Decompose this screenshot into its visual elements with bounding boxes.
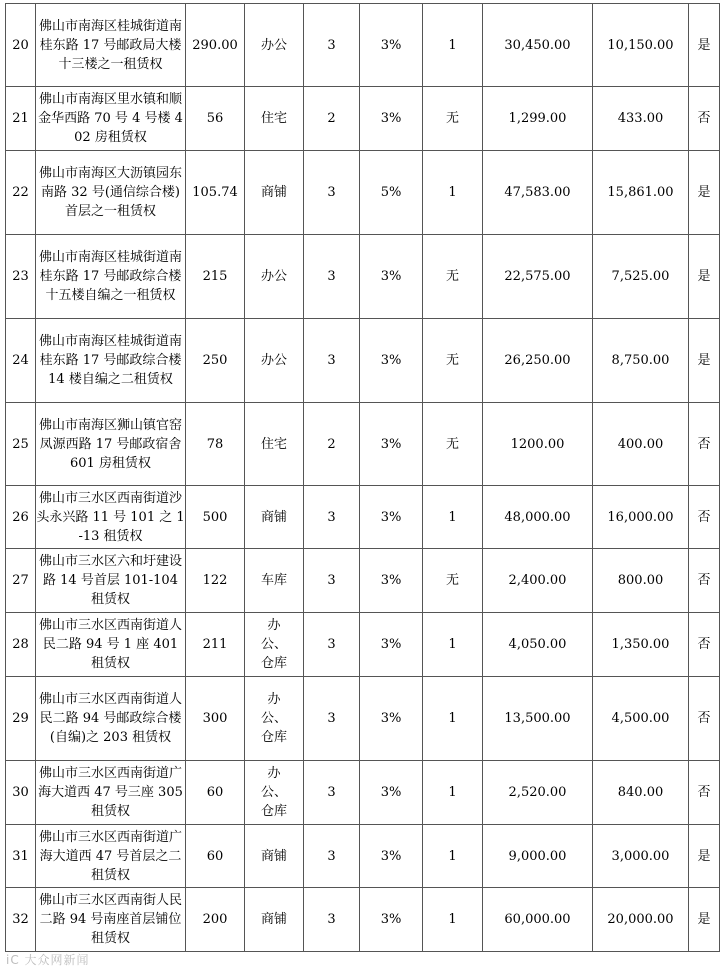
cell-index: 30 — [6, 761, 36, 825]
cell-rate: 3% — [360, 4, 423, 87]
cell-term: 3 — [304, 761, 360, 825]
watermark: iC 大众网新闻 — [6, 953, 90, 967]
cell-count: 无 — [423, 235, 483, 319]
table-row — [6, 677, 720, 761]
cell-area: 290.00 — [186, 4, 245, 87]
cell-address: 佛山市三水区西南街道人民二路 94 号 1 座 401 租赁权 — [36, 613, 186, 677]
cell-term: 3 — [304, 151, 360, 235]
cell-annual-rent: 1200.00 — [483, 403, 593, 486]
cell-annual-rent: 1,299.00 — [483, 87, 593, 151]
cell-flag: 否 — [689, 403, 720, 486]
cell-term: 3 — [304, 825, 360, 888]
cell-rate: 3% — [360, 613, 423, 677]
cell-annual-rent: 30,450.00 — [483, 4, 593, 87]
cell-flag: 是 — [689, 151, 720, 235]
cell-usage: 商铺 — [245, 825, 304, 888]
cell-annual-rent: 13,500.00 — [483, 677, 593, 761]
cell-rate: 3% — [360, 87, 423, 151]
cell-rate: 3% — [360, 888, 423, 952]
cell-rate: 5% — [360, 151, 423, 235]
cell-value: 3,000.00 — [593, 825, 689, 888]
cell-rate: 3% — [360, 825, 423, 888]
cell-index: 28 — [6, 613, 36, 677]
cell-rate: 3% — [360, 486, 423, 549]
cell-count: 无 — [423, 87, 483, 151]
cell-value: 400.00 — [593, 403, 689, 486]
table-row — [6, 549, 720, 613]
table-row — [6, 888, 720, 952]
cell-count: 1 — [423, 4, 483, 87]
cell-index: 29 — [6, 677, 36, 761]
cell-rate: 3% — [360, 549, 423, 613]
table-row — [6, 87, 720, 151]
cell-term: 3 — [304, 486, 360, 549]
cell-rate: 3% — [360, 677, 423, 761]
cell-annual-rent: 47,583.00 — [483, 151, 593, 235]
table-row — [6, 403, 720, 486]
cell-count: 1 — [423, 486, 483, 549]
cell-index: 24 — [6, 319, 36, 403]
lease-rights-table — [5, 3, 720, 952]
cell-area: 500 — [186, 486, 245, 549]
cell-area: 60 — [186, 761, 245, 825]
cell-usage: 住宅 — [245, 87, 304, 151]
table-row — [6, 761, 720, 825]
cell-term: 3 — [304, 888, 360, 952]
cell-term: 3 — [304, 613, 360, 677]
cell-address: 佛山市三水区西南街人民二路 94 号南座首层铺位租赁权 — [36, 888, 186, 952]
cell-count: 1 — [423, 677, 483, 761]
cell-value: 4,500.00 — [593, 677, 689, 761]
cell-term: 2 — [304, 403, 360, 486]
cell-value: 7,525.00 — [593, 235, 689, 319]
cell-index: 25 — [6, 403, 36, 486]
cell-count: 1 — [423, 761, 483, 825]
cell-address: 佛山市三水区西南街道广海大道西 47 号三座 305 租赁权 — [36, 761, 186, 825]
cell-area: 122 — [186, 549, 245, 613]
cell-annual-rent: 4,050.00 — [483, 613, 593, 677]
cell-term: 3 — [304, 235, 360, 319]
cell-index: 27 — [6, 549, 36, 613]
cell-usage: 商铺 — [245, 151, 304, 235]
cell-flag: 否 — [689, 549, 720, 613]
cell-flag: 是 — [689, 235, 720, 319]
cell-value: 16,000.00 — [593, 486, 689, 549]
cell-address: 佛山市三水区西南街道沙头永兴路 11 号 101 之 1-13 租赁权 — [36, 486, 186, 549]
cell-annual-rent: 48,000.00 — [483, 486, 593, 549]
cell-value: 840.00 — [593, 761, 689, 825]
cell-usage: 商铺 — [245, 888, 304, 952]
cell-area: 60 — [186, 825, 245, 888]
table-row — [6, 235, 720, 319]
cell-address: 佛山市南海区狮山镇官窑凤源西路 17 号邮政宿舍 601 房租赁权 — [36, 403, 186, 486]
cell-annual-rent: 2,520.00 — [483, 761, 593, 825]
cell-value: 800.00 — [593, 549, 689, 613]
cell-annual-rent: 22,575.00 — [483, 235, 593, 319]
cell-value: 10,150.00 — [593, 4, 689, 87]
cell-area: 56 — [186, 87, 245, 151]
cell-count: 无 — [423, 403, 483, 486]
cell-address: 佛山市南海区桂城街道南桂东路 17 号邮政综合楼十五楼自编之一租赁权 — [36, 235, 186, 319]
cell-value: 433.00 — [593, 87, 689, 151]
cell-address: 佛山市南海区里水镇和顺金华西路 70 号 4 号楼 402 房租赁权 — [36, 87, 186, 151]
cell-value: 20,000.00 — [593, 888, 689, 952]
cell-flag: 是 — [689, 888, 720, 952]
cell-count: 无 — [423, 319, 483, 403]
cell-term: 3 — [304, 319, 360, 403]
cell-area: 300 — [186, 677, 245, 761]
cell-flag: 否 — [689, 613, 720, 677]
cell-count: 1 — [423, 613, 483, 677]
cell-area: 200 — [186, 888, 245, 952]
cell-count: 1 — [423, 888, 483, 952]
cell-term: 3 — [304, 4, 360, 87]
cell-address: 佛山市南海区桂城街道南桂东路 17 号邮政局大楼十三楼之一租赁权 — [36, 4, 186, 87]
cell-flag: 否 — [689, 486, 720, 549]
cell-term: 3 — [304, 549, 360, 613]
cell-usage: 住宅 — [245, 403, 304, 486]
cell-count: 无 — [423, 549, 483, 613]
cell-rate: 3% — [360, 761, 423, 825]
cell-usage: 办公、仓库 — [245, 677, 304, 761]
cell-address: 佛山市南海区桂城街道南桂东路 17 号邮政综合楼 14 楼自编之二租赁权 — [36, 319, 186, 403]
cell-annual-rent: 26,250.00 — [483, 319, 593, 403]
table-row — [6, 151, 720, 235]
cell-area: 250 — [186, 319, 245, 403]
cell-term: 2 — [304, 87, 360, 151]
cell-annual-rent: 2,400.00 — [483, 549, 593, 613]
cell-usage: 办公 — [245, 235, 304, 319]
cell-address: 佛山市三水区西南街道人民二路 94 号邮政综合楼(自编)之 203 租赁权 — [36, 677, 186, 761]
cell-value: 1,350.00 — [593, 613, 689, 677]
cell-index: 21 — [6, 87, 36, 151]
cell-usage: 办公、仓库 — [245, 613, 304, 677]
cell-area: 105.74 — [186, 151, 245, 235]
cell-flag: 否 — [689, 677, 720, 761]
cell-rate: 3% — [360, 319, 423, 403]
cell-address: 佛山市三水区西南街道广海大道西 47 号首层之二租赁权 — [36, 825, 186, 888]
cell-flag: 否 — [689, 87, 720, 151]
cell-area: 211 — [186, 613, 245, 677]
cell-flag: 是 — [689, 825, 720, 888]
cell-value: 8,750.00 — [593, 319, 689, 403]
cell-flag: 否 — [689, 761, 720, 825]
cell-rate: 3% — [360, 403, 423, 486]
cell-value: 15,861.00 — [593, 151, 689, 235]
cell-index: 20 — [6, 4, 36, 87]
cell-area: 215 — [186, 235, 245, 319]
cell-usage: 办公 — [245, 319, 304, 403]
cell-flag: 是 — [689, 319, 720, 403]
table-row — [6, 4, 720, 87]
cell-annual-rent: 60,000.00 — [483, 888, 593, 952]
cell-usage: 车库 — [245, 549, 304, 613]
cell-usage: 办公、仓库 — [245, 761, 304, 825]
table-row — [6, 825, 720, 888]
cell-count: 1 — [423, 825, 483, 888]
cell-address: 佛山市南海区大沥镇园东南路 32 号(通信综合楼)首层之一租赁权 — [36, 151, 186, 235]
cell-index: 26 — [6, 486, 36, 549]
table-row — [6, 486, 720, 549]
cell-index: 32 — [6, 888, 36, 952]
table-row — [6, 319, 720, 403]
table-row — [6, 613, 720, 677]
cell-index: 22 — [6, 151, 36, 235]
cell-rate: 3% — [360, 235, 423, 319]
cell-annual-rent: 9,000.00 — [483, 825, 593, 888]
cell-usage: 办公 — [245, 4, 304, 87]
cell-flag: 是 — [689, 4, 720, 87]
cell-index: 23 — [6, 235, 36, 319]
cell-term: 3 — [304, 677, 360, 761]
cell-address: 佛山市三水区六和圩建设路 14 号首层 101-104 租赁权 — [36, 549, 186, 613]
cell-area: 78 — [186, 403, 245, 486]
cell-count: 1 — [423, 151, 483, 235]
cell-usage: 商铺 — [245, 486, 304, 549]
cell-index: 31 — [6, 825, 36, 888]
